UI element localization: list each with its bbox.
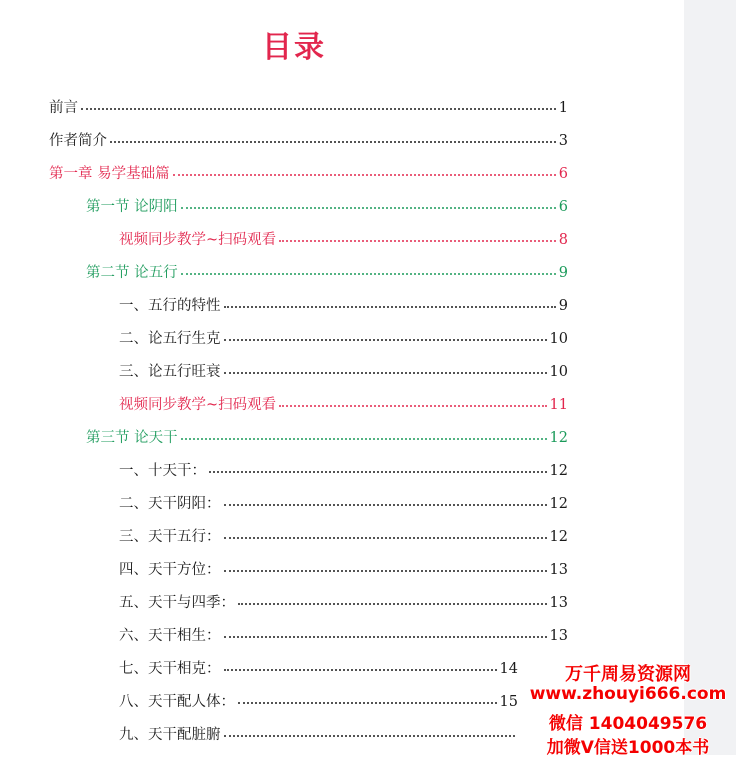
toc-entry[interactable] (119, 561, 568, 579)
toc-entry-label: 二、论五行生克 (119, 331, 221, 347)
toc-leader-dots (181, 203, 556, 209)
toc-entry[interactable] (49, 99, 568, 117)
watermark-offer: 加微V信送1000本书 (546, 738, 710, 758)
toc-entry-page: 11 (549, 397, 568, 413)
toc-leader-dots (224, 500, 547, 506)
toc-entry-label: 四、天干方位： (119, 562, 221, 578)
toc-entry-label: 八、天干配人体： (119, 694, 235, 710)
toc-entry-label: 三、论五行旺衰 (119, 364, 221, 380)
toc-entry-label: 第一节 论阴阳 (86, 199, 178, 215)
toc-leader-dots (279, 401, 546, 407)
toc-entry-label: 三、天干五行： (119, 529, 221, 545)
toc-entry-label: 第三节 论天干 (86, 430, 178, 446)
toc-leader-dots (238, 599, 547, 605)
toc-entry[interactable] (119, 330, 568, 348)
toc-section-entry[interactable] (86, 264, 568, 282)
toc-entry-label: 第一章 易学基础篇 (49, 166, 170, 182)
toc-entry[interactable] (119, 528, 568, 546)
toc-entry-page: 13 (549, 562, 568, 578)
toc-entry-label: 二、天干阴阳： (119, 496, 221, 512)
toc-entry-page: 10 (549, 331, 568, 347)
toc-entry-label: 视频同步教学~扫码观看 (119, 397, 277, 413)
toc-leader-dots (224, 335, 547, 341)
toc-entry-page: 6 (558, 166, 568, 182)
watermark-wechat: 微信 1404049576 (548, 714, 708, 734)
toc-video-entry[interactable] (119, 396, 568, 414)
toc-entry[interactable] (49, 132, 568, 150)
toc-entry-page: 15 (499, 694, 518, 710)
toc-leader-dots (224, 731, 516, 737)
toc-chapter-entry[interactable] (49, 165, 568, 183)
toc-leader-dots (173, 170, 556, 176)
toc-entry-label: 前言 (49, 100, 78, 116)
toc-entry-page: 12 (549, 529, 568, 545)
toc-entry-page: 9 (558, 298, 568, 314)
watermark-url: www.zhouyi666.com (529, 684, 727, 704)
toc-entry-page: 12 (549, 430, 568, 446)
toc-entry[interactable] (119, 363, 568, 381)
toc-entry-label: 第二节 论五行 (86, 265, 178, 281)
toc-leader-dots (224, 632, 547, 638)
toc-entry-page: 13 (549, 595, 568, 611)
toc-video-entry[interactable] (119, 231, 568, 249)
toc-entry[interactable] (119, 660, 518, 678)
toc-entry-page: 13 (549, 628, 568, 644)
toc-entry[interactable] (119, 594, 568, 612)
toc-entry[interactable] (119, 726, 518, 744)
toc-entry[interactable] (119, 495, 568, 513)
toc-leader-dots (224, 368, 547, 374)
toc-entry[interactable] (119, 627, 568, 645)
toc-entry-label: 七、天干相克： (119, 661, 221, 677)
toc-entry-page: 9 (558, 265, 568, 281)
toc-entry-label: 九、天干配脏腑 (119, 727, 221, 743)
watermark-site-name: 万千周易资源网 (565, 664, 691, 685)
toc-leader-dots (279, 236, 556, 242)
right-margin-strip (684, 0, 736, 755)
toc-entry-label: 六、天干相生： (119, 628, 221, 644)
toc-entry[interactable] (119, 462, 568, 480)
toc-entry-label: 五、天干与四季： (119, 595, 235, 611)
toc-leader-dots (209, 467, 547, 473)
toc-leader-dots (110, 137, 556, 143)
toc-entry-page: 1 (558, 100, 568, 116)
toc-entry-page: 3 (558, 133, 568, 149)
toc-entry[interactable] (119, 297, 568, 315)
toc-entry-page: 12 (549, 496, 568, 512)
toc-entry-page: 8 (558, 232, 568, 248)
toc-entry-label: 作者简介 (49, 133, 107, 149)
toc-section-entry[interactable] (86, 198, 568, 216)
toc-leader-dots (238, 698, 497, 704)
toc-leader-dots (224, 566, 547, 572)
toc-section-entry[interactable] (86, 429, 568, 447)
toc-entry-label: 一、五行的特性 (119, 298, 221, 314)
toc-leader-dots (224, 665, 497, 671)
toc-entry-page: 14 (499, 661, 518, 677)
toc-entry-page: 12 (549, 463, 568, 479)
toc-title: 目录 (262, 30, 326, 65)
toc-leader-dots (181, 434, 547, 440)
toc-entry-page: 10 (549, 364, 568, 380)
toc-entry-label: 视频同步教学~扫码观看 (119, 232, 277, 248)
toc-leader-dots (181, 269, 556, 275)
toc-leader-dots (81, 104, 556, 110)
toc-leader-dots (224, 533, 547, 539)
toc-entry-page: 6 (558, 199, 568, 215)
toc-entry[interactable] (119, 693, 518, 711)
toc-entry-label: 一、十天干： (119, 463, 206, 479)
toc-leader-dots (224, 302, 556, 308)
